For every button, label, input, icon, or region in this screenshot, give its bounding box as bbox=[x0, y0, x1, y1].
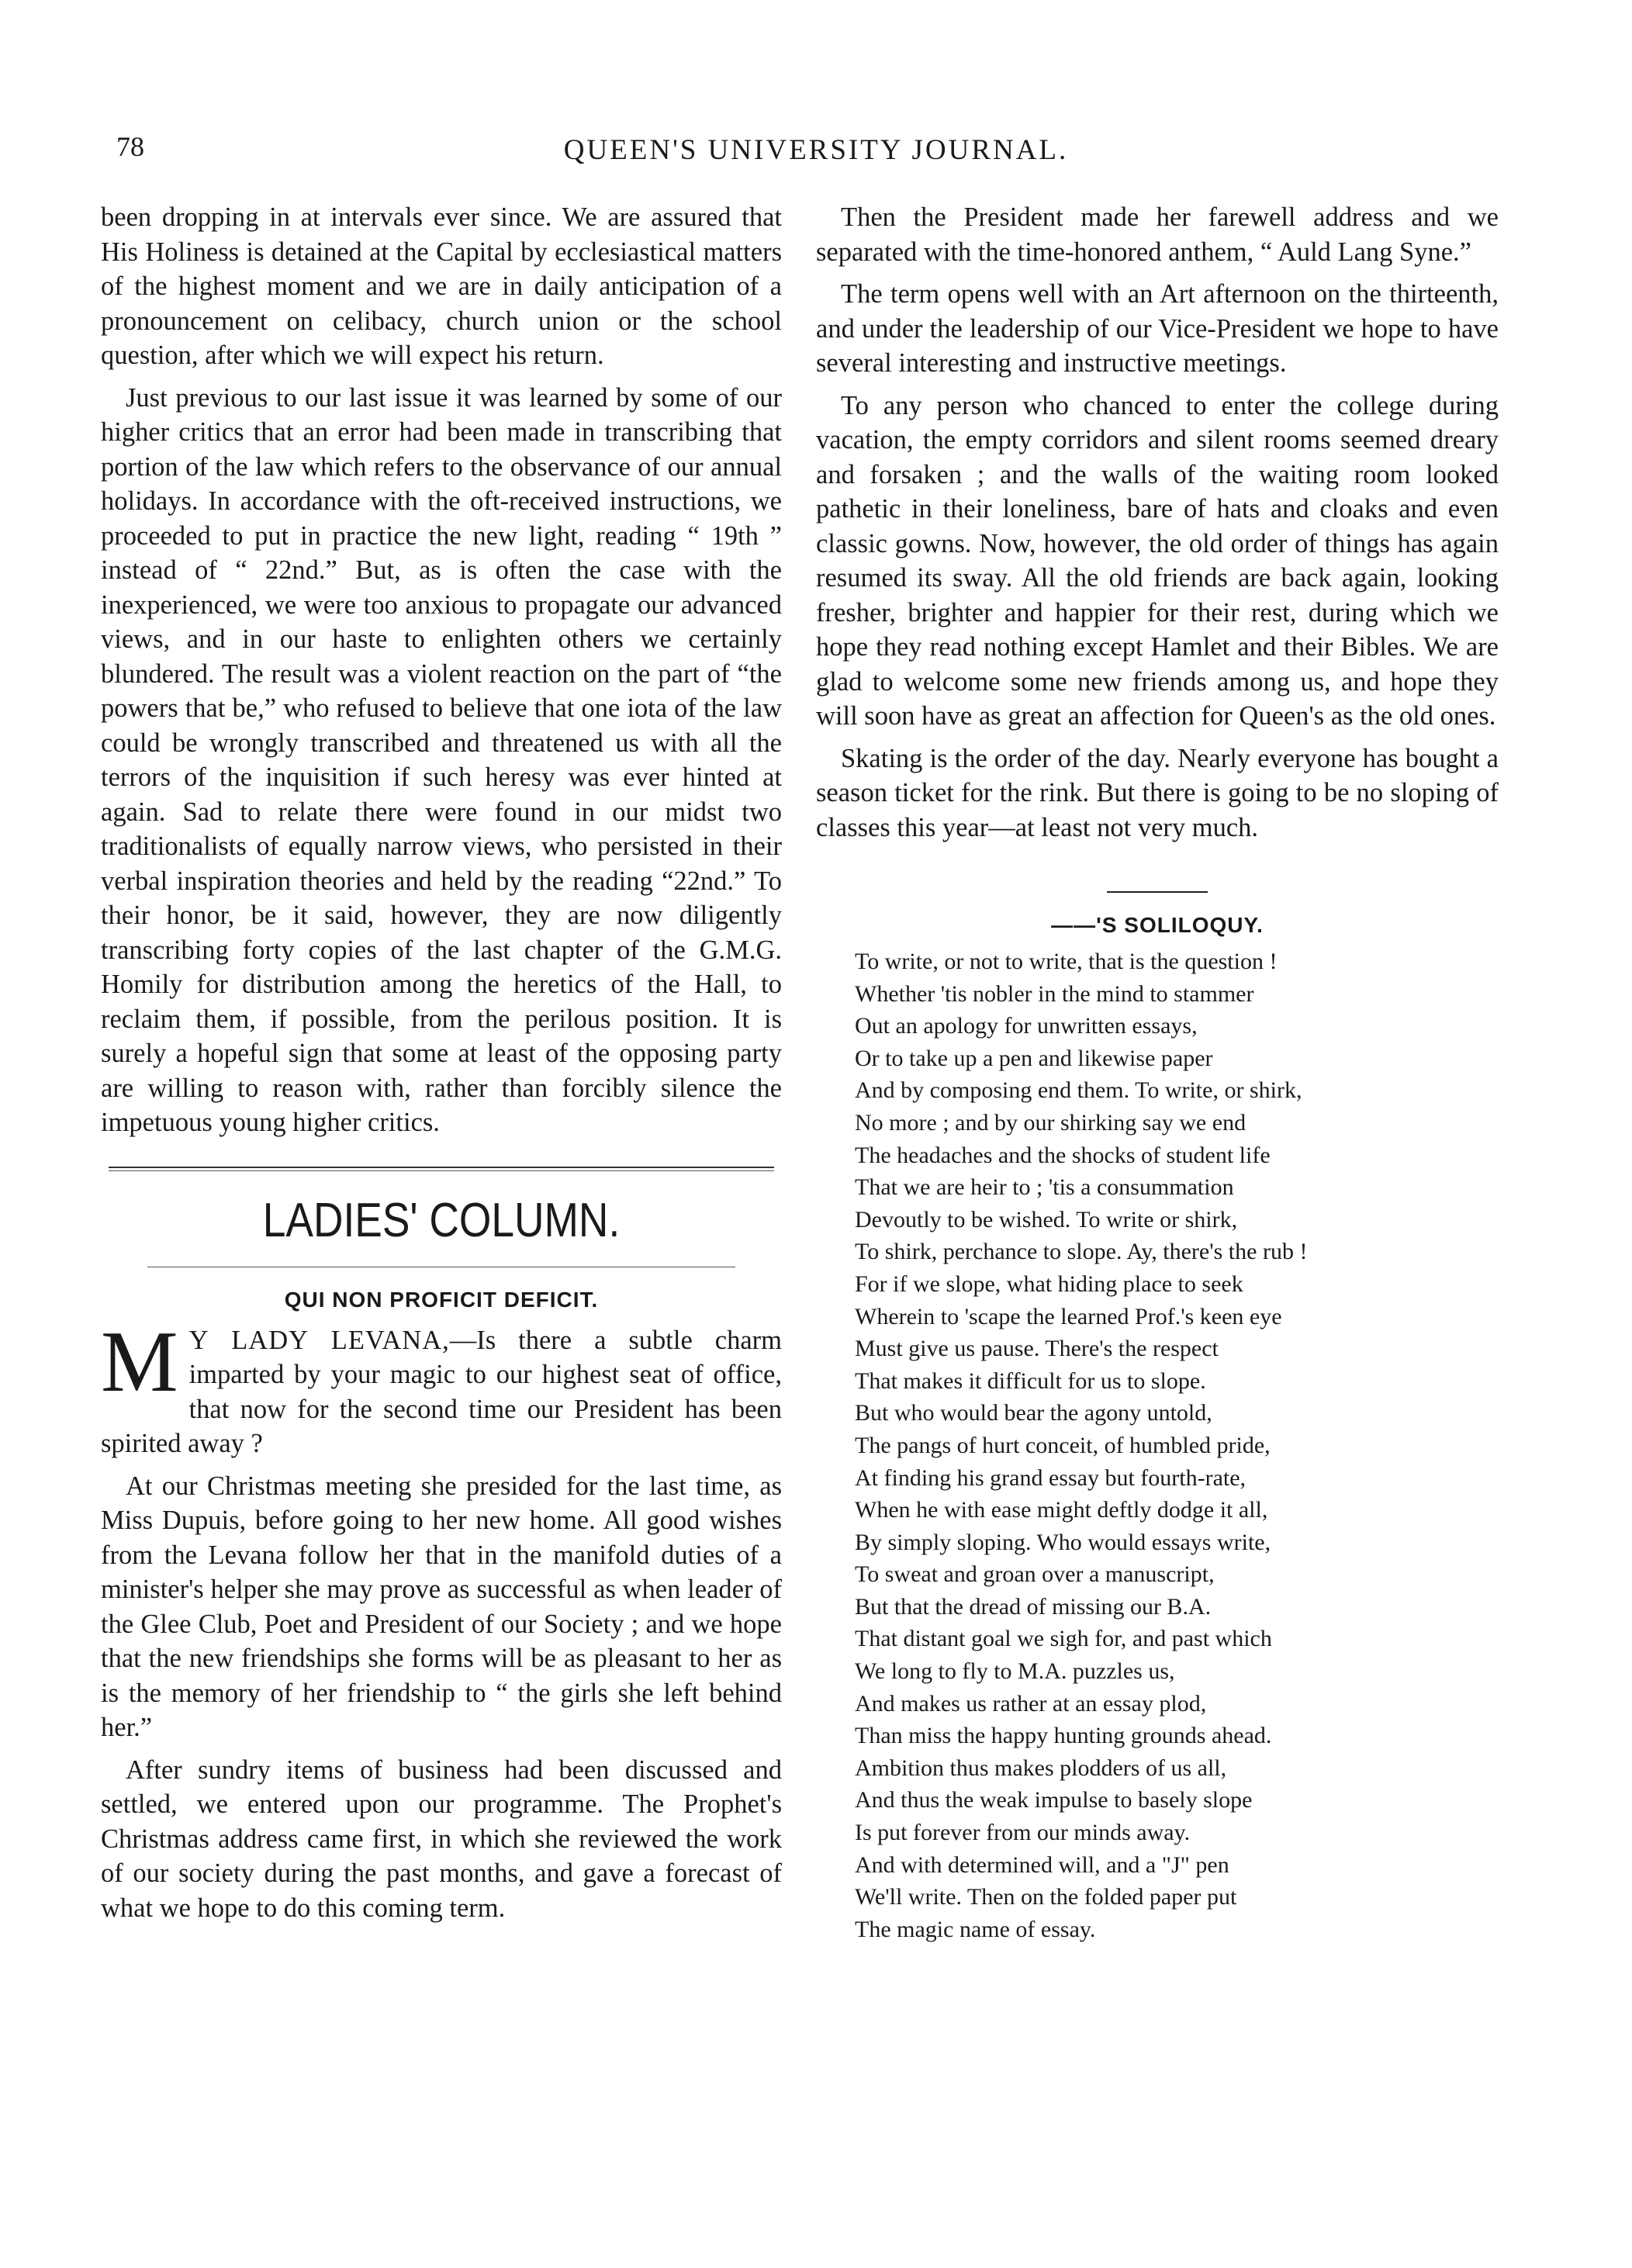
poem-line: The headaches and the shocks of student life bbox=[855, 1142, 1271, 1168]
page-header bbox=[0, 0, 1632, 178]
paragraph: Then the President made her farewell address and we separated with the time-honored anthem, “ Auld Lang Syne.” bbox=[816, 202, 1499, 267]
poem-line: And thus the weak impulse to basely slope bbox=[855, 1787, 1253, 1813]
paragraph: To any person who chanced to enter the college during vacation, the empty corridors and silent rooms seemed dreary and forsaken ; and the walls of the waiting room looked pathetic in their loneliness, bare of hats and cloaks and even classic gowns. Now, however, the old order of things has again resumed its sway. All the old friends are back again, looking fresher, brighter and happier for their rest, during which we hope they read nothing except Hamlet and their Bibles. We are glad to welcome some new friends among us, and hope they will soon have as great an affection for Queen's as the old ones. bbox=[816, 390, 1499, 731]
poem-line: But that the dread of missing our B.A. bbox=[855, 1593, 1212, 1620]
poem bbox=[855, 946, 1499, 1945]
poem-line: Wherein to 'scape the learned Prof.'s keen eye bbox=[855, 1303, 1282, 1329]
poem-line: And by composing end them. To write, or shirk, bbox=[855, 1077, 1302, 1104]
poem-line: The pangs of hurt conceit, of humbled pride, bbox=[855, 1432, 1271, 1458]
poem-line: Than miss the happy hunting grounds ahead. bbox=[855, 1723, 1272, 1749]
paragraph: At our Christmas meeting she presided for the last time, as Miss Dupuis, before going to her new home. All good wishes from the Levana follow her that in the manifold duties of a minister's helper she may prove as successful as when leader of the Glee Club, Poet and President of our Society ; and we hope that the new friendships she forms will be as pleasant to her as is the memory of her friendship to “ the girls she left behind her.” bbox=[101, 1471, 782, 1742]
paragraph: After sundry items of business had been discussed and settled, we entered upon our programme. The Prophet's Christmas address came first, in which she reviewed the work of our society during the past months, and gave a forecast of what we hope to do this coming term. bbox=[101, 1755, 782, 1923]
poem-line: Whether 'tis nobler in the mind to stammer bbox=[855, 980, 1254, 1007]
opening-text: —Is there a subtle charm imparted by your magic to our highest seat of office, that now for the second time our President has been spirited away ? bbox=[101, 1325, 782, 1458]
poem-line: That we are heir to ; 'tis a consummation bbox=[855, 1174, 1234, 1201]
drop-cap: M bbox=[101, 1313, 178, 1410]
poem-line: And makes us rather at an essay plod, bbox=[855, 1690, 1207, 1717]
poem-line: Is put forever from our minds away. bbox=[855, 1820, 1191, 1846]
paragraph: Just previous to our last issue it was learned by some of our higher critics that an error had been made in transcribing that portion of the law which refers to the observance of our annual holidays. In accordance with the oft-received instructions, we proceeded to put in practice the new light, reading “ 19th ” instead of “ 22nd.” But, as is often the case with the inexperienced, we were too anxious to propagate our advanced views, and in our haste to enlighten others we certainly blundered. The result was a violent reaction on the part of “the powers that be,” who refused to believe that one iota of the law could be wrongly transcribed and threatened us with all the terrors of the inquisition if such heresy was ever hinted at again. Sad to relate there were found in our midst two traditionalists of equally narrow views, who persisted in their verbal inspiration theories and held by the reading “22nd.” To their honor, be it said, however, they are now diligently transcribing forty copies of the last chapter of the G.M.G. Homily for distribution among the heretics of the Hall, to reclaim them, if possible, from the perilous position. It is surely a hopeful sign that some at least of the opposing party are willing to reason with, rather than forcibly silence the impetuous young higher critics. bbox=[101, 382, 782, 1137]
poem-line: For if we slope, what hiding place to seek bbox=[855, 1271, 1243, 1297]
poem-line: By simply sloping. Who would essays write, bbox=[855, 1529, 1271, 1555]
poem-line: That makes it difficult for us to slope. bbox=[855, 1367, 1206, 1394]
poem-line: To write, or not to write, that is the question ! bbox=[855, 949, 1278, 974]
poem-line: Devoutly to be wished. To write or shirk, bbox=[855, 1206, 1238, 1233]
section-divider bbox=[109, 1167, 774, 1171]
poem-line: We long to fly to M.A. puzzles us, bbox=[855, 1658, 1175, 1685]
poem-line: To sweat and groan over a manuscript, bbox=[855, 1561, 1215, 1588]
poem-line: To shirk, perchance to slope. Ay, there's the rub ! bbox=[855, 1239, 1308, 1265]
poem-line: Ambition thus makes plodders of us all, bbox=[855, 1755, 1227, 1781]
left-column bbox=[101, 200, 782, 1925]
salutation: Y LADY LEVANA, bbox=[188, 1325, 450, 1355]
poem-line: But who would bear the agony untold, bbox=[855, 1400, 1212, 1426]
article-subheading: QUI NON PROFICIT DEFICIT. bbox=[284, 1287, 599, 1312]
poem-line: Out an apology for unwritten essays, bbox=[855, 1013, 1198, 1039]
poem-line: Must give us pause. There's the respect bbox=[855, 1336, 1219, 1362]
paragraph: Skating is the order of the day. Nearly everyone has bought a season ticket for the rink. But there is going to be no sloping of classes this year—at least not very much. bbox=[816, 743, 1499, 842]
poem-line: No more ; and by our shirking say we end bbox=[855, 1109, 1246, 1136]
poem-line: Or to take up a pen and likewise paper bbox=[855, 1045, 1213, 1071]
poem-line: When he with ease might deftly dodge it all, bbox=[855, 1497, 1268, 1523]
opening-paragraph bbox=[101, 1313, 782, 1461]
poem-line: We'll write. Then on the folded paper put bbox=[855, 1884, 1237, 1910]
paragraph: The term opens well with an Art afternoon on the thirteenth, and under the leadership of our Vice-President we hope to have several interesting and instructive meetings. bbox=[816, 279, 1499, 378]
poem-line: The magic name of essay. bbox=[855, 1916, 1096, 1942]
poem-title: ——'S SOLILOQUY. bbox=[1051, 913, 1264, 937]
running-title: QUEEN'S UNIVERSITY JOURNAL. bbox=[563, 134, 1069, 166]
poem-separator bbox=[1107, 891, 1208, 893]
poem-line: That distant goal we sigh for, and past which bbox=[855, 1626, 1272, 1652]
poem-line: And with determined will, and a "J" pen bbox=[855, 1851, 1229, 1878]
page-number: 78 bbox=[116, 131, 144, 162]
poem-line: At finding his grand essay but fourth-rate, bbox=[855, 1464, 1246, 1491]
paragraph: been dropping in at intervals ever since. We are assured that His Holiness is detained at the Capital by ecclesiastical matters of the highest moment and we are in daily anticipation of a pronouncement on celibacy, church union or the school question, after which we will expect his return. bbox=[101, 202, 782, 370]
right-column bbox=[816, 200, 1499, 1945]
section-title: LADIES' COLUMN. bbox=[262, 1193, 621, 1247]
